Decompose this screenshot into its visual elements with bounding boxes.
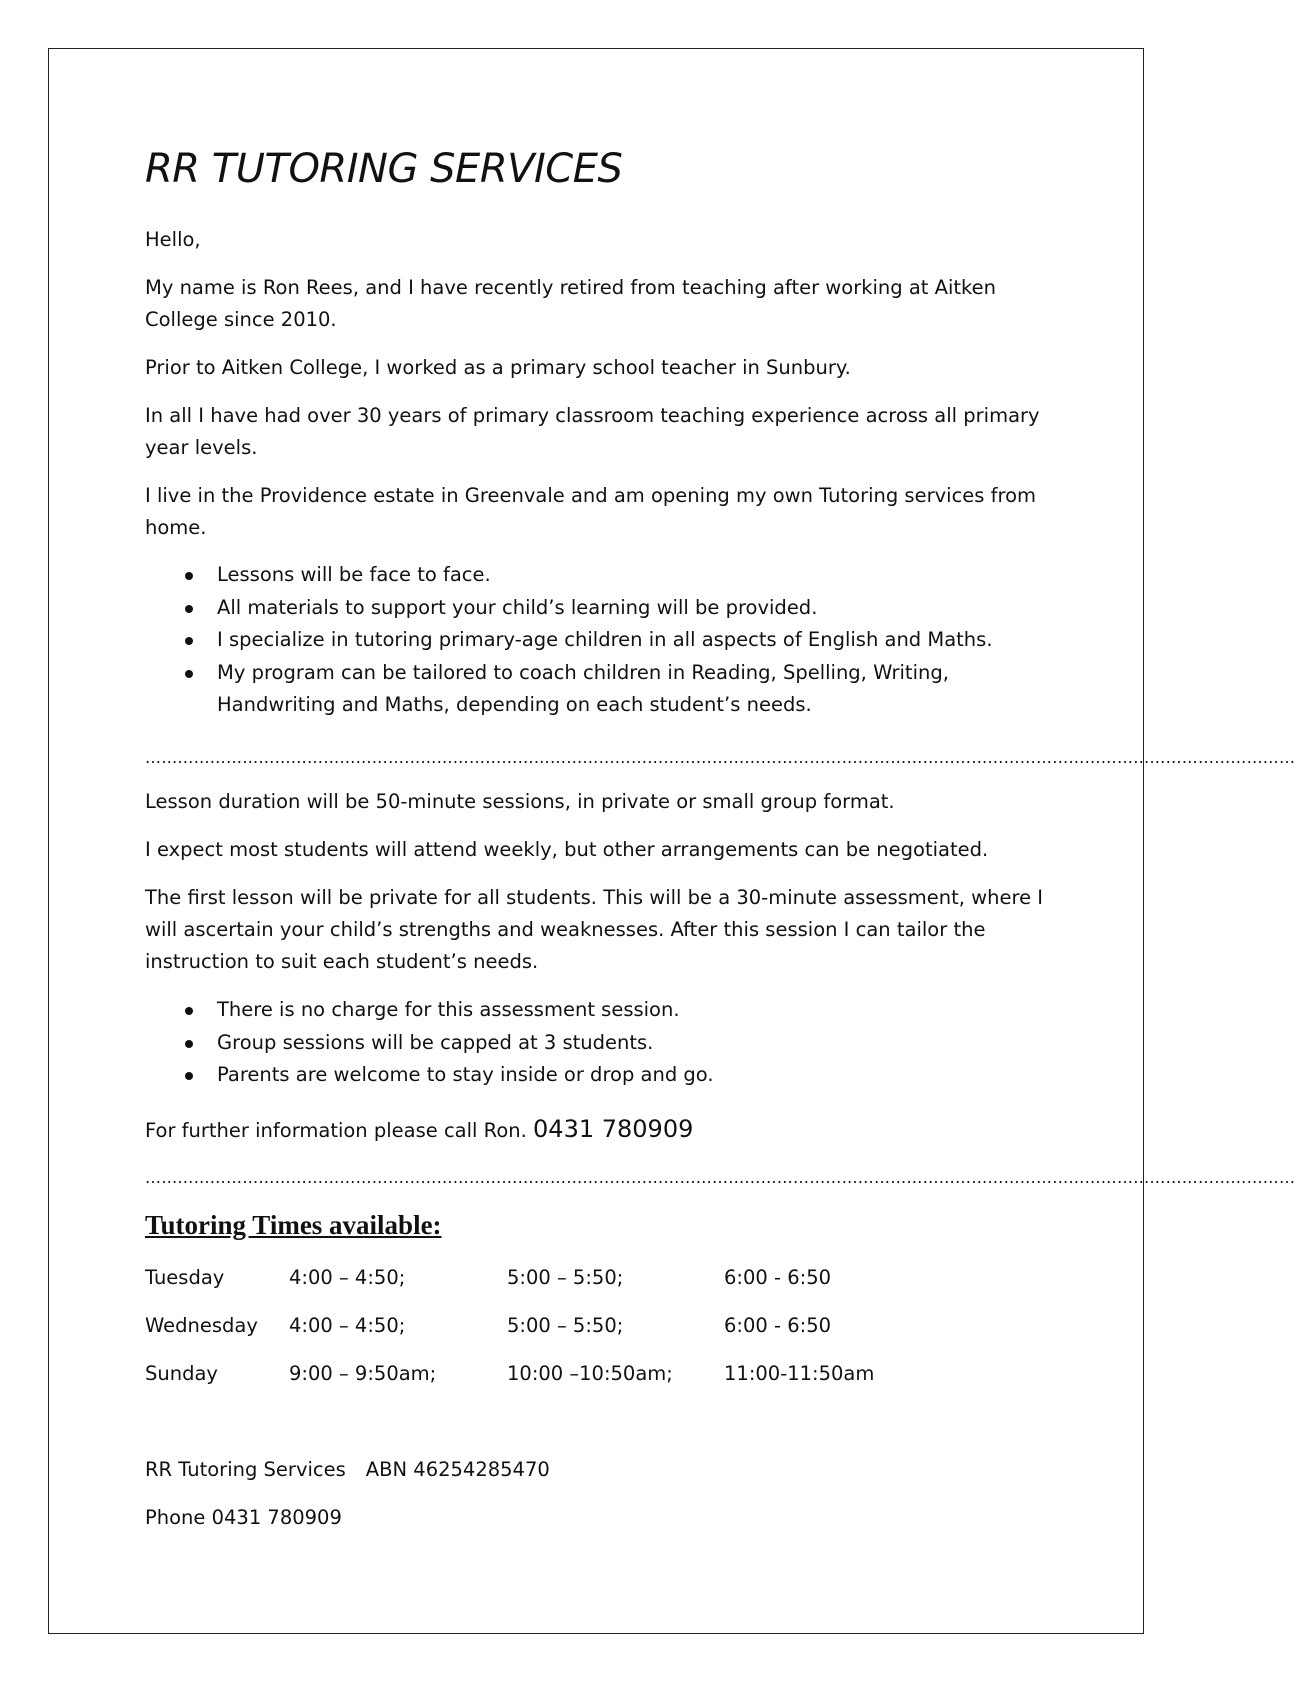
tutoring-times-heading: Tutoring Times available:	[145, 1210, 442, 1240]
attendance-paragraph: I expect most students will attend weekly, but other arrangements can be negotiated.	[145, 838, 989, 861]
contact-line	[145, 1113, 1045, 1147]
bullet-icon	[185, 1072, 193, 1080]
bullet-icon	[185, 572, 193, 580]
table-row	[145, 1262, 1045, 1294]
list-item: There is no charge for this assessment session.	[145, 994, 1045, 1027]
bullet-icon	[185, 605, 193, 613]
prior-experience-paragraph: Prior to Aitken College, I worked as a primary school teacher in Sunbury.	[145, 356, 851, 379]
assessment-paragraph: The first lesson will be private for all students. This will be a 30-minute assessment, where I will ascertain your child’s strengths and weaknesses. After this session I can tailor the instruction to suit each student’s needs.	[145, 886, 1044, 973]
time-slot: 4:00 – 4:50;	[289, 1266, 406, 1289]
bullet-icon	[185, 1007, 193, 1015]
abn-number: ABN 46254285470	[365, 1458, 550, 1481]
business-name: RR Tutoring Services	[145, 1458, 346, 1481]
time-slot: 5:00 – 5:50;	[507, 1314, 624, 1337]
greeting: Hello,	[145, 228, 201, 251]
intro-paragraph: My name is Ron Rees, and I have recently retired from teaching after working at Aitken College since 2010.	[145, 276, 997, 331]
contact-phone: 0431 780909	[533, 1115, 694, 1143]
bullet-icon	[185, 670, 193, 678]
list-item: I specialize in tutoring primary-age children in all aspects of English and Maths.	[145, 624, 1045, 657]
list-item: Group sessions will be capped at 3 students.	[145, 1027, 1045, 1060]
session-details-list	[145, 994, 1045, 1092]
bullet-icon	[185, 1040, 193, 1048]
lesson-duration-paragraph: Lesson duration will be 50-minute sessions, in private or small group format.	[145, 790, 895, 813]
time-slot: 9:00 – 9:50am;	[289, 1362, 437, 1385]
day-label: Sunday	[145, 1362, 218, 1385]
list-item: Parents are welcome to stay inside or drop and go.	[145, 1059, 1045, 1092]
business-line	[145, 1454, 550, 1486]
time-slot: 6:00 - 6:50	[724, 1314, 832, 1337]
bullet-icon	[185, 637, 193, 645]
time-slot: 6:00 - 6:50	[724, 1266, 832, 1289]
time-slot: 10:00 –10:50am;	[507, 1362, 673, 1385]
experience-paragraph: In all I have had over 30 years of primary classroom teaching experience across all primary year levels.	[145, 404, 1040, 459]
day-label: Tuesday	[145, 1266, 225, 1289]
list-item: All materials to support your child’s learning will be provided.	[145, 592, 1045, 625]
page-title: RR TUTORING SERVICES	[145, 146, 623, 192]
time-slot: 4:00 – 4:50;	[289, 1314, 406, 1337]
list-item: My program can be tailored to coach children in Reading, Spelling, Writing, Handwriting and Maths, depending on each student’s needs.	[145, 657, 1045, 722]
table-row	[145, 1358, 1045, 1390]
day-label: Wednesday	[145, 1314, 258, 1337]
contact-text: For further information please call Ron.	[145, 1119, 534, 1142]
dotted-separator: ……………………………………………………………………………………………………………………………………………………………………………………………	[145, 748, 1295, 767]
services-list	[145, 559, 1045, 722]
time-slot: 11:00-11:50am	[724, 1362, 875, 1385]
dotted-separator: ……………………………………………………………………………………………………………………………………………………………………………………………	[145, 1168, 1295, 1187]
table-row	[145, 1310, 1045, 1342]
footer-phone: Phone 0431 780909	[145, 1506, 342, 1529]
location-paragraph: I live in the Providence estate in Greenvale and am opening my own Tutoring services from home.	[145, 484, 1037, 539]
list-item: Lessons will be face to face.	[145, 559, 1045, 592]
time-slot: 5:00 – 5:50;	[507, 1266, 624, 1289]
